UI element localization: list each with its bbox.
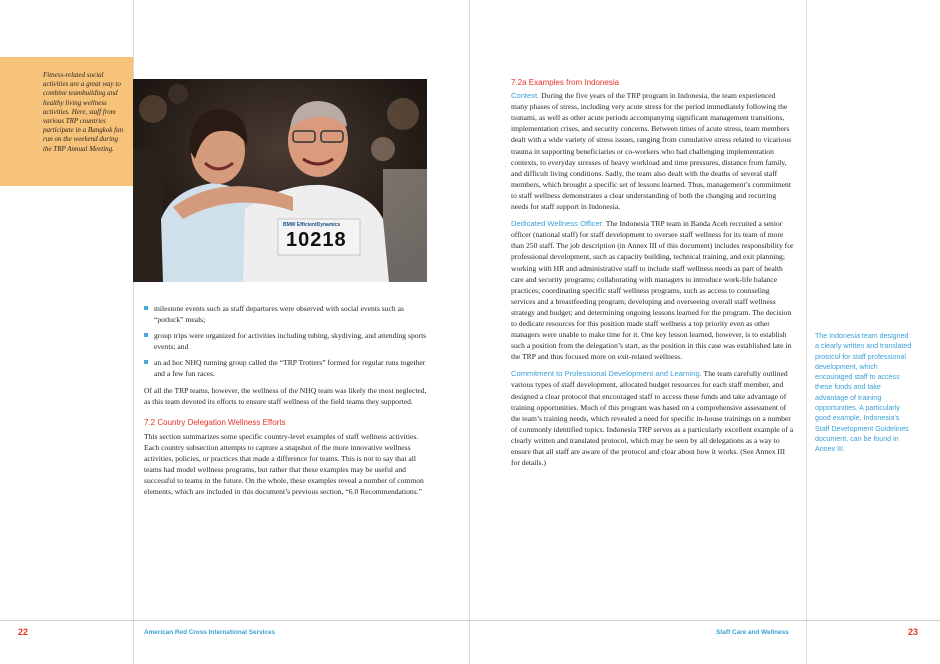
- body-paragraph: Dedicated Wellness Officer. The Indonesia TRP team in Banda Aceh recruited a senior officer (national staff) for staff development to oversee staff wellness for its team of more than 250 staff. The job description (in Annex III of this document) includes responsibility for professional development, such as capacity building, technical training, and exit planning; working with HR and administrative staff to include staff wellness needs as part of health care and security programs; collaborating with managers to introduce work-life balance practices; coordinating specific staff wellness programs, such as access to counseling services and a breastfeeding program; developing and overseeing overall staff wellness strategy and budget; and determining ongoing lessons learned for the program. The decision to dedicate resources for this position made staff wellness a top priority even as other managers were unable to make time for it. One key lesson learned, however, is to establish such a position from the delegation’s start, as the position in this case was established late in the TRP and thus focused more on exit-related wellness.: [511, 219, 794, 362]
- bullet-list: [144, 303, 428, 380]
- bullet-marker: [144, 360, 148, 364]
- footer-rule: [0, 620, 940, 621]
- left-page-body: [144, 303, 428, 503]
- photo-illustration: [133, 79, 427, 282]
- photo-caption: Fitness-related social activities are a great way to combine teambuilding and healthy living wellness activities. Here, staff from various TRP countries participate in a Bangkok fun run on the weekend during the TRP Annual Meeting.: [43, 71, 124, 153]
- body-paragraph: Of all the TRP teams, however, the wellness of the NHQ team was likely the most neglected, as this team devoted its efforts to ensure staff wellness of the field teams they supported.: [144, 385, 427, 406]
- spine-rule: [469, 0, 470, 664]
- bib-number: 10218: [286, 229, 347, 251]
- bullet-marker: [144, 333, 148, 337]
- fun-run-photo: [133, 79, 427, 282]
- left-running-title: American Red Cross International Services: [144, 629, 276, 636]
- list-item: group trips were organized for activities including tubing, skydiving, and attending sports events; and: [144, 330, 428, 352]
- right-running-title: Staff Care and Wellness: [716, 629, 789, 636]
- sidebar-pullquote: The Indonesia team designed a clearly written and translated protocol for staff professional development, which encouraged staff to access these funds and take advantage of training opportunities. A particularly good example, Indonesia’s Staff Development Guidelines document, can be found in Annex III.: [815, 332, 912, 454]
- body-paragraph: Commitment to Professional Development and Learning. The team carefully outlined various types of staff development, allocated budget resources for each staff member, and designed a clear protocol that encouraged staff to access these funds and take advantage of training opportunities. Much of this program was based on a comprehensive assessment of the team’s training needs, which revealed a need for specific in-house trainings on a number of commonly identified topics. Indonesia TRP serves as a particularly excellent example of a clearly written and translated protocol, which may be seen by all delegations as a way to ensure that all staff are aware of the protocol and clear about how it works. (See Annex III for details.): [511, 369, 794, 468]
- paragraph-lead: Dedicated Wellness Officer.: [511, 219, 604, 229]
- bullet-marker: [144, 306, 148, 310]
- right-margin-rule: [806, 0, 807, 664]
- section-heading: 7.2 Country Delegation Wellness Efforts: [144, 417, 286, 427]
- paragraph-lead: Context.: [511, 91, 540, 101]
- body-paragraph: Context. During the five years of the TRP program in Indonesia, the team experienced many phases of stress, including very acute stress for the period immediately following the tsunami, as well as other acute periods accompanying significant management transitions, implementation crises, and security concerns. Between times of acute stress, team members dealt with a wide variety of stress issues, ranging from cumulative stress related to vicarious trauma in supporting beneficiaries or co-workers who had challenging implementation contexts, to everyday stresses of heavy workload and time pressures, distance from family, and difficult living conditions. Sadly, the team also dealt with the deaths of several staff members, which brought a specific set of lessons learned. Thus, management’s commitment to staff wellness demonstrates a clear understanding of both the changing and recurring needs for staff support in Indonesia.: [511, 91, 792, 212]
- right-page-number: 23: [908, 627, 919, 637]
- list-item: milestone events such as staff departures were observed with social events such as “potluck” meals;: [144, 303, 428, 325]
- right-page-body: [511, 77, 794, 474]
- subsection-heading: 7.2a Examples from Indonesia: [511, 78, 620, 87]
- paragraph-lead: Commitment to Professional Development and Learning.: [511, 369, 702, 379]
- left-page-number: 22: [18, 627, 29, 637]
- bib-sponsor: BMW EfficientDynamics: [283, 222, 341, 228]
- list-item: an ad hoc NHQ running group called the “TRP Trotters” formed for regular runs together and a few fun races.: [144, 357, 428, 379]
- body-paragraph: This section summarizes some specific country-level examples of staff wellness activities. Each country subsection attempts to capture a snapshot of the more innovative wellness activities, policies, or practices that made a difference for teams. This is not to say that all teams had model wellness programs, but rather that these examples may be useful and successful to teams in the future. On the whole, these examples reveal a number of common elements, which are included in this document’s previous section, “6.0 Recommendations.”: [144, 431, 424, 497]
- photo-caption-box: [0, 57, 133, 186]
